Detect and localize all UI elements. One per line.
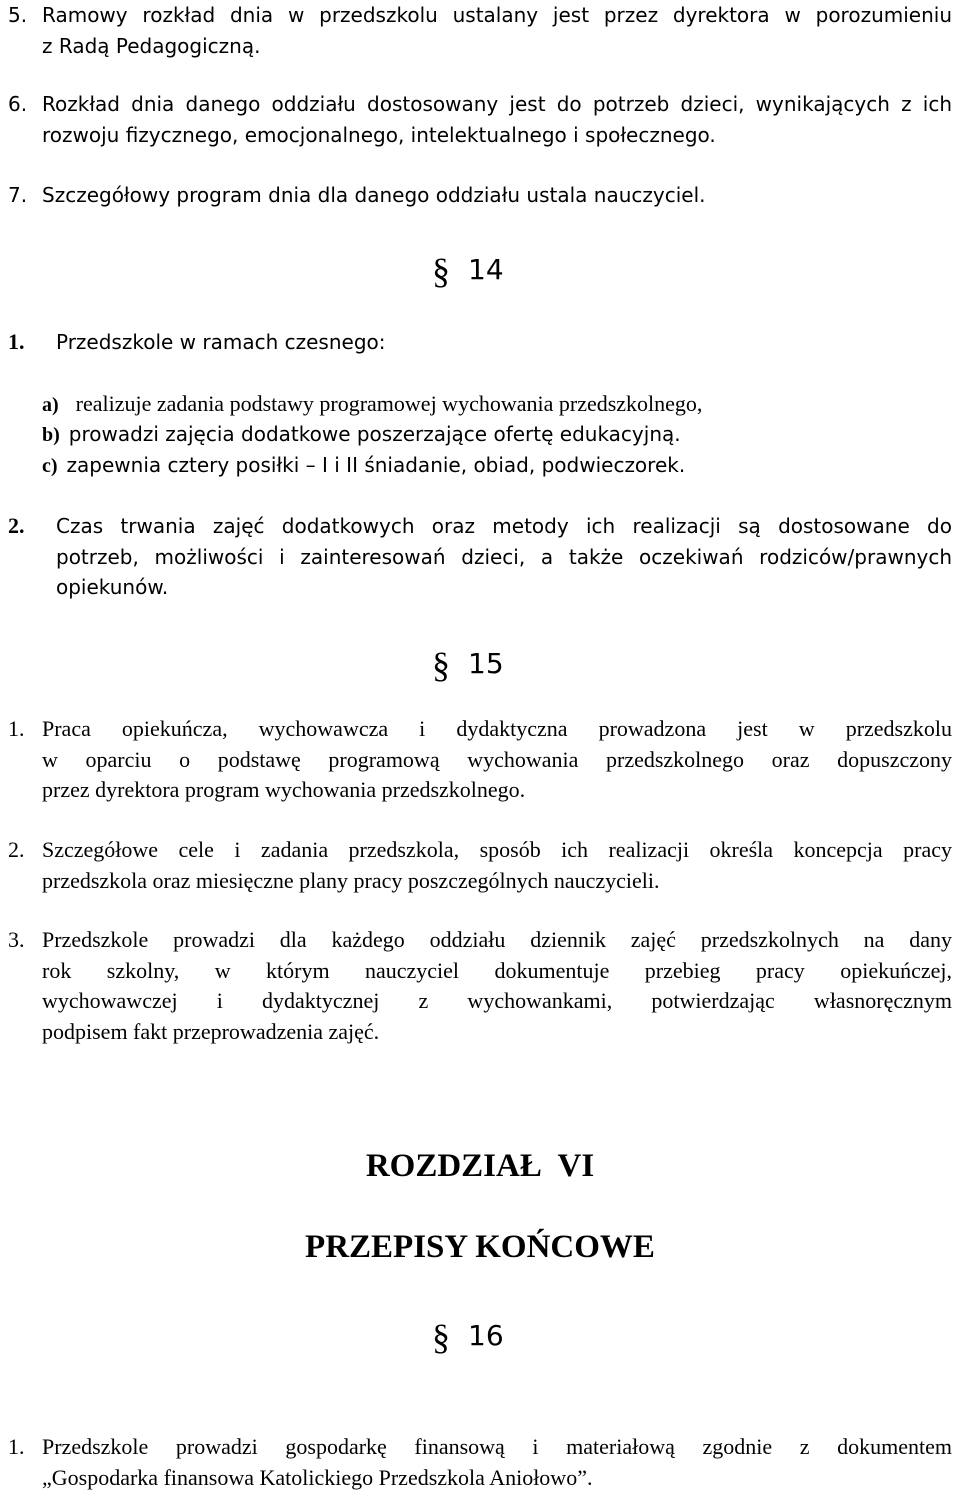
paragraph-line: Przedszkole prowadzi dla każdego oddziału dziennik zajęć przedszkolnych na dany (42, 927, 952, 952)
list-item-b (42, 419, 681, 450)
chapter-title: ROZDZIAŁ VI (365, 1148, 595, 1184)
section-heading-15 (432, 640, 504, 685)
list-item-c (42, 450, 685, 481)
list-item-text: zapewnia cztery posiłki – I i II śniadanie, obiad, podwieczorek. (66, 453, 686, 477)
list-item-text: realizuje zadania podstawy programowej wychowania przedszkolnego, (75, 391, 703, 416)
list-item-a (42, 389, 702, 420)
paragraph-number: 2. (8, 513, 25, 538)
paragraph-line: rok szkolny, w którym nauczyciel dokumentuje przebieg pracy opiekuńczej, (42, 957, 952, 983)
paragraph-16-1 (8, 1432, 952, 1493)
section-number: 14 (468, 253, 504, 286)
paragraph-6 (8, 89, 952, 150)
paragraph-line: Szczegółowe cele i zadania przedszkola, sposób ich realizacji określa koncepcja pracy (42, 837, 952, 862)
paragraph-5 (8, 0, 952, 61)
paragraph-line: Czas trwania zajęć dodatkowych oraz metody ich realizacji są dostosowane do (56, 514, 952, 538)
paragraph-line: „Gospodarka finansowa Katolickiego Przedszkola Aniołowo”. (42, 1464, 593, 1490)
paragraph-15-2 (8, 835, 952, 896)
paragraph-line: Przedszkole prowadzi gospodarkę finansową i materiałową zgodnie z dokumentem (42, 1434, 952, 1459)
paragraph-number: 5. (8, 3, 28, 27)
paragraph-text: Przedszkole w ramach czesnego: (56, 330, 386, 354)
section-number: 15 (468, 647, 504, 680)
section-sign-icon: § (432, 1317, 450, 1357)
paragraph-number: 7. (8, 183, 28, 207)
paragraph-number: 1. (8, 1434, 25, 1459)
list-marker: b) (42, 424, 60, 446)
paragraph-number: 3. (8, 927, 25, 952)
paragraph-line: opiekunów. (56, 575, 169, 599)
section-sign-icon: § (432, 251, 450, 291)
paragraph-15-1 (8, 714, 952, 806)
chapter-subtitle: PRZEPISY KOŃCOWE (305, 1229, 655, 1265)
paragraph-line: przez dyrektora program wychowania przedszkolnego. (42, 777, 526, 802)
paragraph-14-2 (8, 511, 952, 603)
paragraph-line: podpisem fakt przeprowadzenia zajęć. (42, 1018, 380, 1044)
list-item-text: prowadzi zajęcia dodatkowe poszerzające ofertę edukacyjną. (68, 422, 681, 446)
section-number: 16 (468, 1319, 504, 1352)
paragraph-number: 6. (8, 92, 28, 116)
paragraph-text: Szczegółowy program dnia dla danego oddziału ustala nauczyciel. (42, 183, 706, 207)
paragraph-line: Rozkład dnia danego oddziału dostosowany jest do potrzeb dzieci, wynikających z ich (42, 92, 952, 116)
section-sign-icon: § (432, 645, 450, 685)
paragraph-number: 2. (8, 837, 25, 862)
paragraph-number: 1. (8, 716, 25, 741)
paragraph-14-1 (8, 327, 952, 358)
paragraph-15-3 (8, 925, 952, 1047)
list-marker: c) (42, 455, 58, 477)
paragraph-line: wychowawczej i dydaktycznej z wychowankami, potwierdzając własnoręcznym (42, 988, 952, 1013)
paragraph-line: Ramowy rozkład dnia w przedszkolu ustalany jest przez dyrektora w porozumieniu (42, 3, 952, 27)
paragraph-number: 1. (8, 329, 25, 354)
paragraph-line: z Radą Pedagogiczną. (42, 33, 261, 58)
paragraph-7 (8, 180, 952, 211)
section-heading-14 (432, 246, 504, 291)
paragraph-line: rozwoju fizycznego, emocjonalnego, intelektualnego i społecznego. (42, 122, 716, 147)
paragraph-line: potrzeb, możliwości i zainteresowań dzieci, a także oczekiwań rodziców/prawnych (56, 544, 952, 569)
paragraph-line: Praca opiekuńcza, wychowawcza i dydaktyczna prowadzona jest w przedszkolu (42, 716, 952, 741)
paragraph-line: w oparciu o podstawę programową wychowania przedszkolnego oraz dopuszczony (42, 746, 952, 772)
section-heading-16 (432, 1312, 504, 1357)
list-marker: a) (42, 394, 59, 416)
paragraph-line: przedszkola oraz miesięczne plany pracy poszczególnych nauczycieli. (42, 867, 660, 893)
